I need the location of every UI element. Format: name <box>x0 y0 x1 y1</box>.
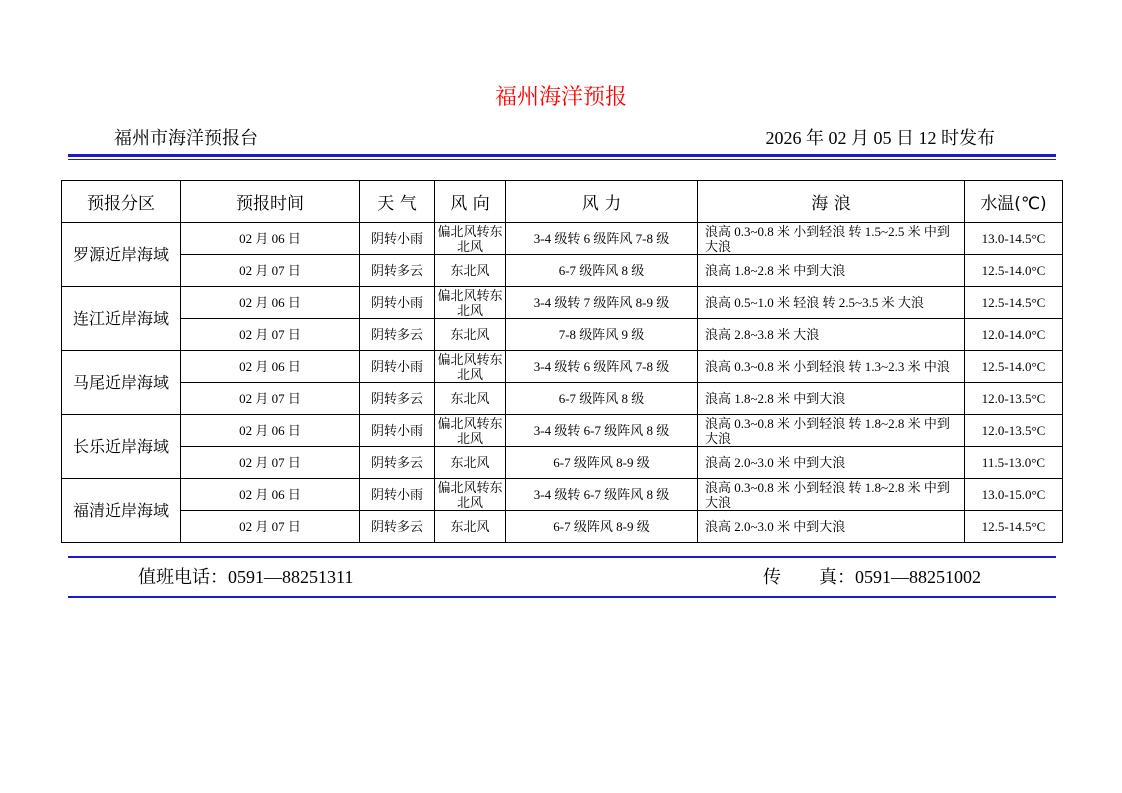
wind-force-cell: 7-8 级阵风 9 级 <box>506 319 698 351</box>
water-temp-cell: 12.5-14.0°C <box>965 351 1063 383</box>
table-row <box>62 415 1063 447</box>
wind-force-cell: 3-4 级转 6-7 级阵风 8 级 <box>506 479 698 511</box>
waves-cell: 浪高 2.8~3.8 米 大浪 <box>698 319 965 351</box>
wind-direction-cell: 偏北风转东北风 <box>435 351 506 383</box>
waves-cell: 浪高 2.0~3.0 米 中到大浪 <box>698 511 965 543</box>
wind-direction-cell: 东北风 <box>435 447 506 479</box>
wind-direction-cell: 东北风 <box>435 319 506 351</box>
wind-direction-cell: 偏北风转东北风 <box>435 287 506 319</box>
water-temp-cell: 13.0-14.5°C <box>965 223 1063 255</box>
forecast-date: 02 月 06 日 <box>181 479 360 511</box>
forecast-date: 02 月 07 日 <box>181 255 360 287</box>
weather-cell: 阴转小雨 <box>360 479 435 511</box>
water-temp-cell: 13.0-15.0°C <box>965 479 1063 511</box>
wind-force-cell: 3-4 级转 6 级阵风 7-8 级 <box>506 351 698 383</box>
region-name: 罗源近岸海域 <box>62 223 181 287</box>
duty-phone: 值班电话：0591—88251311 <box>138 567 354 587</box>
waves-cell: 浪高 0.3~0.8 米 小到轻浪 转 1.8~2.8 米 中到大浪 <box>698 479 965 511</box>
weather-cell: 阴转多云 <box>360 319 435 351</box>
table-row <box>62 255 1063 287</box>
wind-force-cell: 3-4 级转 6-7 级阵风 8 级 <box>506 415 698 447</box>
waves-cell: 浪高 2.0~3.0 米 中到大浪 <box>698 447 965 479</box>
waves-cell: 浪高 0.3~0.8 米 小到轻浪 转 1.5~2.5 米 中到大浪 <box>698 223 965 255</box>
water-temp-cell: 12.5-14.5°C <box>965 511 1063 543</box>
weather-cell: 阴转小雨 <box>360 415 435 447</box>
forecast-date: 02 月 07 日 <box>181 447 360 479</box>
region-name: 长乐近岸海域 <box>62 415 181 479</box>
header-waves: 海 浪 <box>698 181 965 223</box>
region-name: 马尾近岸海域 <box>62 351 181 415</box>
header-region: 预报分区 <box>62 181 181 223</box>
table-row <box>62 383 1063 415</box>
issued-time: 2026 年 02 月 05 日 12 时发布 <box>765 128 995 148</box>
forecast-date: 02 月 06 日 <box>181 351 360 383</box>
table-row <box>62 223 1063 255</box>
weather-cell: 阴转小雨 <box>360 223 435 255</box>
forecast-table <box>61 180 1063 543</box>
wind-force-cell: 3-4 级转 6 级阵风 7-8 级 <box>506 223 698 255</box>
header-wind-direction: 风 向 <box>435 181 506 223</box>
weather-cell: 阴转小雨 <box>360 351 435 383</box>
waves-cell: 浪高 1.8~2.8 米 中到大浪 <box>698 255 965 287</box>
weather-cell: 阴转多云 <box>360 383 435 415</box>
forecast-date: 02 月 06 日 <box>181 287 360 319</box>
header-wind-force: 风 力 <box>506 181 698 223</box>
wind-force-cell: 3-4 级转 7 级阵风 8-9 级 <box>506 287 698 319</box>
wind-force-cell: 6-7 级阵风 8-9 级 <box>506 447 698 479</box>
wind-direction-cell: 东北风 <box>435 511 506 543</box>
waves-cell: 浪高 1.8~2.8 米 中到大浪 <box>698 383 965 415</box>
table-row <box>62 447 1063 479</box>
fax-value: 真：0591—88251002 <box>819 567 981 587</box>
table-row <box>62 351 1063 383</box>
footer-rule-top <box>68 556 1056 558</box>
footer-rule-bottom <box>68 596 1056 598</box>
forecast-date: 02 月 07 日 <box>181 319 360 351</box>
wind-force-cell: 6-7 级阵风 8 级 <box>506 255 698 287</box>
region-name: 连江近岸海域 <box>62 287 181 351</box>
water-temp-cell: 12.5-14.5°C <box>965 287 1063 319</box>
page-title: 福州海洋预报 <box>494 84 627 109</box>
weather-cell: 阴转多云 <box>360 447 435 479</box>
table-header-row <box>62 181 1063 223</box>
wind-direction-cell: 东北风 <box>435 383 506 415</box>
wind-force-cell: 6-7 级阵风 8-9 级 <box>506 511 698 543</box>
water-temp-cell: 12.0-13.5°C <box>965 415 1063 447</box>
fax-number <box>763 566 981 588</box>
weather-cell: 阴转多云 <box>360 511 435 543</box>
wind-force-cell: 6-7 级阵风 8 级 <box>506 383 698 415</box>
weather-cell: 阴转小雨 <box>360 287 435 319</box>
table-row <box>62 511 1063 543</box>
header-water-temp: 水温(℃) <box>965 181 1063 223</box>
forecast-date: 02 月 06 日 <box>181 415 360 447</box>
table-row <box>62 479 1063 511</box>
header-rule-thick <box>68 154 1056 157</box>
wind-direction-cell: 东北风 <box>435 255 506 287</box>
water-temp-cell: 12.0-13.5°C <box>965 383 1063 415</box>
wind-direction-cell: 偏北风转东北风 <box>435 415 506 447</box>
forecast-date: 02 月 07 日 <box>181 511 360 543</box>
forecast-date: 02 月 07 日 <box>181 383 360 415</box>
header-rule-thin <box>68 159 1056 160</box>
water-temp-cell: 11.5-13.0°C <box>965 447 1063 479</box>
wind-direction-cell: 偏北风转东北风 <box>435 223 506 255</box>
region-name: 福清近岸海域 <box>62 479 181 543</box>
weather-cell: 阴转多云 <box>360 255 435 287</box>
fax-label: 传 <box>763 567 781 587</box>
waves-cell: 浪高 0.3~0.8 米 小到轻浪 转 1.3~2.3 米 中浪 <box>698 351 965 383</box>
header-time: 预报时间 <box>181 181 360 223</box>
waves-cell: 浪高 0.5~1.0 米 轻浪 转 2.5~3.5 米 大浪 <box>698 287 965 319</box>
table-row <box>62 319 1063 351</box>
water-temp-cell: 12.0-14.0°C <box>965 319 1063 351</box>
issuer-name: 福州市海洋预报台 <box>114 128 258 148</box>
table-row <box>62 287 1063 319</box>
waves-cell: 浪高 0.3~0.8 米 小到轻浪 转 1.8~2.8 米 中到大浪 <box>698 415 965 447</box>
forecast-date: 02 月 06 日 <box>181 223 360 255</box>
header-weather: 天 气 <box>360 181 435 223</box>
water-temp-cell: 12.5-14.0°C <box>965 255 1063 287</box>
wind-direction-cell: 偏北风转东北风 <box>435 479 506 511</box>
